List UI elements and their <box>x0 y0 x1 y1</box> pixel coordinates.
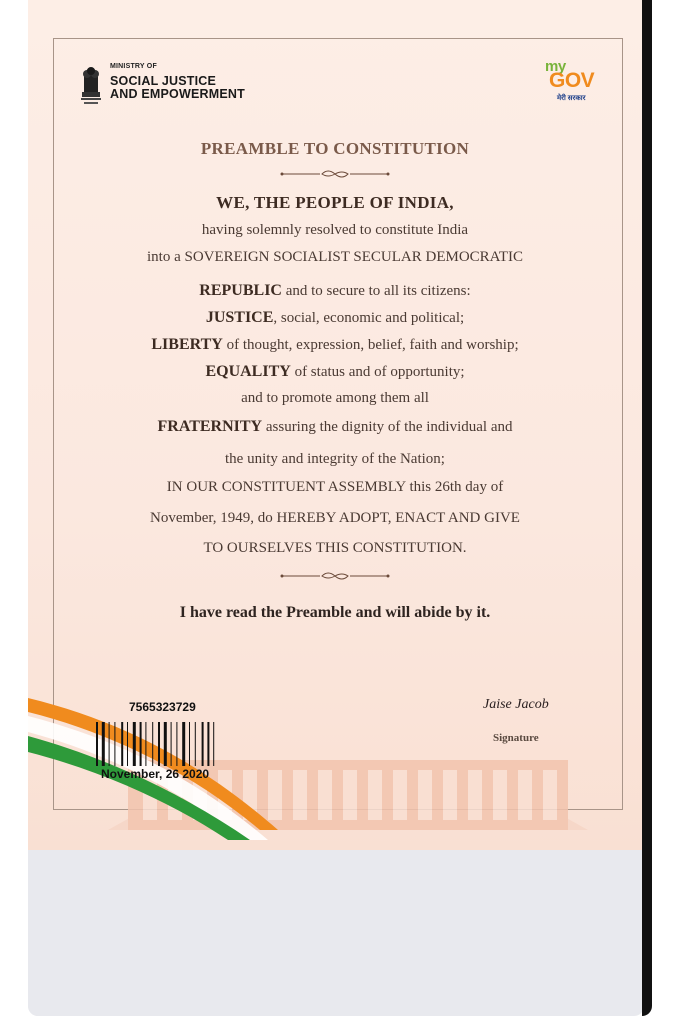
signature-name: Jaise Jacob <box>483 697 549 712</box>
ornament-divider-top <box>280 168 390 180</box>
preamble-keyword: JUSTICE <box>205 309 274 326</box>
preamble-keyword: LIBERTY <box>151 336 223 353</box>
ministry-line-1: MINISTRY OF <box>110 63 157 70</box>
preamble-opening: WE, THE PEOPLE OF INDIA, <box>216 193 454 212</box>
ministry-line-2: SOCIAL JUSTICE <box>110 74 217 88</box>
preamble-line <box>28 336 642 354</box>
preamble-keyword: EQUALITY <box>205 363 291 380</box>
preamble-line-text: having solemnly resolved to constitute India <box>201 222 469 238</box>
preamble-line <box>28 363 642 381</box>
mygov-tagline: मेरी सरकार <box>557 95 586 102</box>
preamble-line-text: of thought, expression, belief, faith and worship; <box>222 337 519 353</box>
preamble-line-text: into a SOVEREIGN SOCIALIST SECULAR DEMOCRATIC <box>147 249 523 265</box>
preamble-line-text: IN OUR CONSTITUENT ASSEMBLY this 26th day of <box>166 479 504 495</box>
issue-date: November, 26 2020 <box>101 767 210 781</box>
preamble-certificate[interactable] <box>28 0 642 850</box>
preamble-keyword: REPUBLIC <box>199 282 282 299</box>
preamble-line <box>28 222 642 239</box>
preamble-line-text: and to promote among them all <box>241 390 429 406</box>
preamble-line-text: the unity and integrity of the Nation; <box>225 451 445 467</box>
preamble-line <box>28 451 642 468</box>
preamble-line-text: , social, economic and political; <box>273 310 465 326</box>
mygov-gov-text: GOV <box>549 69 595 92</box>
national-emblem-icon <box>78 62 104 108</box>
preamble-line <box>28 418 642 436</box>
preamble-line-text: of status and of opportunity; <box>290 364 465 380</box>
preamble-line <box>28 510 642 527</box>
screen-edge <box>642 0 652 1016</box>
preamble-line-text: and to secure to all its citizens: <box>281 283 471 299</box>
empty-area <box>28 850 642 1016</box>
preamble-line <box>28 390 642 407</box>
signature-label: Signature <box>493 732 539 744</box>
preamble-line <box>28 309 642 327</box>
preamble-keyword: FRATERNITY <box>157 418 263 435</box>
ministry-line-3: AND EMPOWERMENT <box>110 87 245 101</box>
ministry-logo <box>78 62 298 108</box>
preamble-title: PREAMBLE TO CONSTITUTION <box>200 139 470 158</box>
serial-number: 7565323729 <box>129 700 196 714</box>
preamble-line-text: TO OURSELVES THIS CONSTITUTION. <box>203 540 467 556</box>
preamble-line <box>28 540 642 557</box>
preamble-line-text: assuring the dignity of the individual and <box>262 419 513 435</box>
mygov-logo <box>541 58 611 108</box>
ornament-divider-bottom <box>280 570 390 582</box>
preamble-line-text: November, 1949, do HEREBY ADOPT, ENACT AND GIVE <box>150 510 520 526</box>
preamble-line <box>28 249 642 266</box>
pledge-text: I have read the Preamble and will abide by it. <box>179 604 491 621</box>
barcode-icon <box>94 720 244 768</box>
preamble-line <box>28 479 642 496</box>
mygov-my-text: my <box>545 58 566 75</box>
preamble-line <box>28 282 642 300</box>
